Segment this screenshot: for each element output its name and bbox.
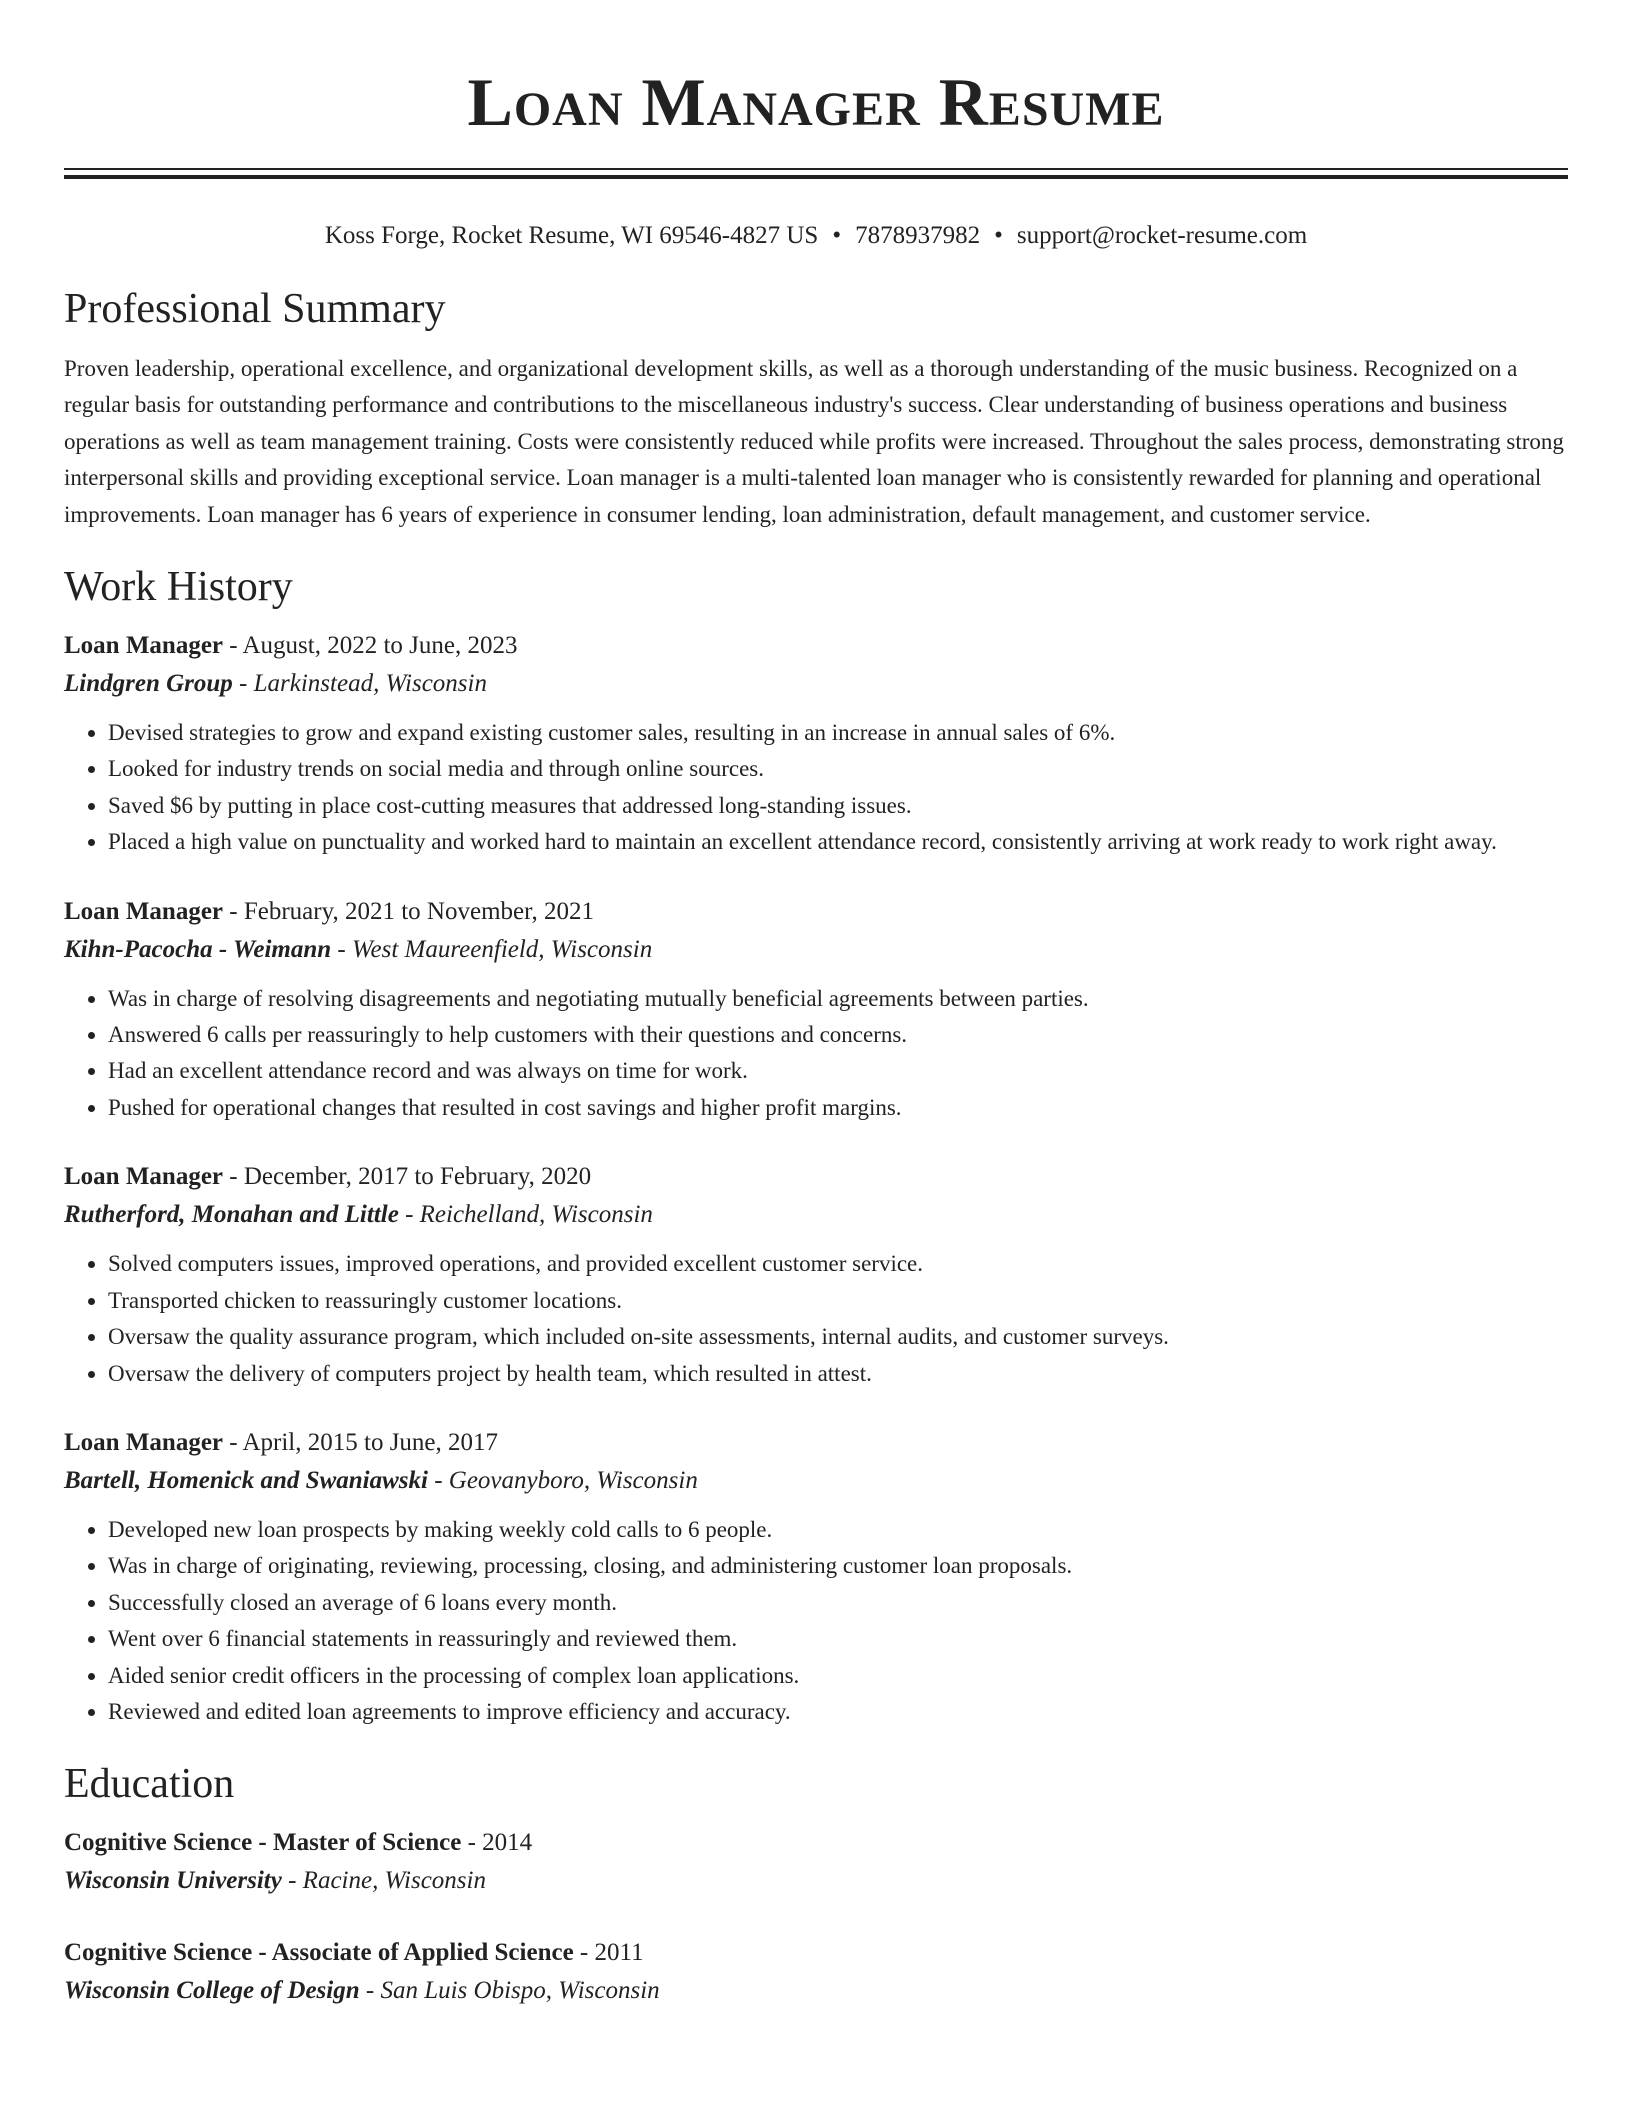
list-item: • Reviewed and edited loan agreements to improve efficiency and accuracy. — [108, 1694, 1568, 1730]
contact-email: support@rocket-resume.com — [1016, 222, 1308, 249]
list-item: • Was in charge of resolving disagreements and negotiating mutually beneficial agreements between parties. — [108, 981, 1568, 1017]
contact-separator: • — [832, 222, 842, 249]
education-degree: Cognitive Science - Master of Science — [64, 1829, 462, 1857]
list-item: • Looked for industry trends on social media and through online sources. — [108, 751, 1568, 787]
job-duties-list — [64, 981, 1568, 1127]
job-employer — [64, 665, 1568, 703]
job-location: - Geovanyboro, Wisconsin — [427, 1466, 698, 1494]
job-dates: - December, 2017 to February, 2020 — [223, 1163, 592, 1191]
education-header — [64, 1934, 1568, 1972]
education-location: - San Luis Obispo, Wisconsin — [359, 1977, 660, 2005]
job-location: - West Maureenfield, Wisconsin — [331, 935, 653, 963]
job-company: Kihn-Pacocha - Weimann — [64, 935, 332, 963]
list-item: • Oversaw the delivery of computers project by health team, which resulted in attest. — [108, 1356, 1568, 1392]
education-year: - 2014 — [461, 1829, 533, 1857]
job-header — [64, 1158, 1568, 1196]
contact-phone: 7878937982 — [855, 222, 981, 249]
job-dates: - August, 2022 to June, 2023 — [223, 632, 518, 660]
job-role: Loan Manager — [64, 632, 224, 660]
list-item: • Answered 6 calls per reassuringly to help customers with their questions and concerns. — [108, 1017, 1568, 1053]
list-item: • Solved computers issues, improved operations, and provided excellent customer service. — [108, 1246, 1568, 1282]
contact-separator: • — [994, 222, 1003, 249]
job-employer — [64, 1462, 1568, 1500]
job-duties-list — [64, 1246, 1568, 1392]
job-header — [64, 893, 1568, 931]
job-role: Loan Manager — [64, 897, 224, 925]
list-item: • Had an excellent attendance record and was always on time for work. — [108, 1053, 1568, 1089]
contact-line — [64, 219, 1568, 253]
header-divider-thick — [64, 175, 1568, 179]
list-item: • Transported chicken to reassuringly customer locations. — [108, 1283, 1568, 1319]
list-item: • Aided senior credit officers in the processing of complex loan applications. — [108, 1658, 1568, 1694]
education-entry — [64, 1934, 1568, 2010]
resume-page — [64, 0, 1568, 2010]
job-company: Lindgren Group — [64, 670, 233, 698]
list-item: • Oversaw the quality assurance program, which included on-site assessments, internal audits, and customer surveys. — [108, 1319, 1568, 1355]
education-degree: Cognitive Science - Associate of Applied Science — [64, 1939, 574, 1967]
education-year: - 2011 — [573, 1939, 644, 1967]
list-item: • Devised strategies to grow and expand existing customer sales, resulting in an increase in annual sales of 6%. — [108, 715, 1568, 751]
job-entry — [64, 627, 1568, 861]
list-item: • Placed a high value on punctuality and worked hard to maintain an excellent attendance record, consistently arriving at work ready to work right away. — [108, 824, 1568, 860]
summary-heading: Professional Summary — [64, 286, 446, 332]
job-role: Loan Manager — [64, 1163, 224, 1191]
summary-text: Proven leadership, operational excellence, and organizational development skills, as well as a thorough understanding of the music business. Recognized on a regular basis for outstanding performance and contributions to the miscellaneous industry's success. Clear understanding of business operations and business operations as well as team management training. Costs were consistently reduced while profits were increased. Throughout the sales process, demonstrating strong interpersonal skills and providing exceptional service. Loan manager is a multi-talented loan manager who is consistently rewarded for planning and operational improvements. Loan manager has 6 years of experience in consumer lending, loan administration, default management, and customer service. — [64, 356, 1564, 527]
job-entry — [64, 893, 1568, 1127]
job-location: - Larkinstead, Wisconsin — [232, 670, 487, 698]
list-item: • Successfully closed an average of 6 loans every month. — [108, 1585, 1568, 1621]
education-location: - Racine, Wisconsin — [281, 1867, 486, 1895]
job-role: Loan Manager — [64, 1428, 224, 1456]
job-location: - Reichelland, Wisconsin — [398, 1201, 653, 1229]
job-dates: - February, 2021 to November, 2021 — [223, 897, 594, 925]
job-employer — [64, 931, 1568, 969]
job-duties-list — [64, 1512, 1568, 1730]
education-school: Wisconsin College of Design — [64, 1977, 360, 2005]
job-entry — [64, 1158, 1568, 1392]
job-company: Bartell, Homenick and Swaniawski — [64, 1466, 428, 1494]
list-item: • Developed new loan prospects by making weekly cold calls to 6 people. — [108, 1512, 1568, 1548]
education-school: Wisconsin University — [64, 1867, 282, 1895]
education-school-line — [64, 1972, 1568, 2010]
work-history-heading: Work History — [64, 564, 293, 611]
job-header — [64, 627, 1568, 665]
list-item: • Saved $6 by putting in place cost-cutting measures that addressed long-standing issues. — [108, 788, 1568, 824]
list-item: • Pushed for operational changes that resulted in cost savings and higher profit margins. — [108, 1090, 1568, 1126]
job-employer — [64, 1196, 1568, 1234]
job-company: Rutherford, Monahan and Little — [64, 1201, 399, 1229]
job-entry — [64, 1424, 1568, 1730]
education-school-line — [64, 1862, 1568, 1900]
job-duties-list — [64, 715, 1568, 861]
page-title: Loan Manager Resume — [467, 64, 1165, 140]
education-heading: Education — [64, 1761, 235, 1808]
contact-address: Koss Forge, Rocket Resume, WI 69546-4827 US — [324, 222, 819, 249]
header-divider-thin — [64, 168, 1568, 170]
education-entry — [64, 1824, 1568, 1900]
list-item: • Went over 6 financial statements in reassuringly and reviewed them. — [108, 1621, 1568, 1657]
education-header — [64, 1824, 1568, 1862]
job-dates: - April, 2015 to June, 2017 — [223, 1428, 499, 1456]
job-header — [64, 1424, 1568, 1462]
list-item: • Was in charge of originating, reviewing, processing, closing, and administering customer loan proposals. — [108, 1548, 1568, 1584]
